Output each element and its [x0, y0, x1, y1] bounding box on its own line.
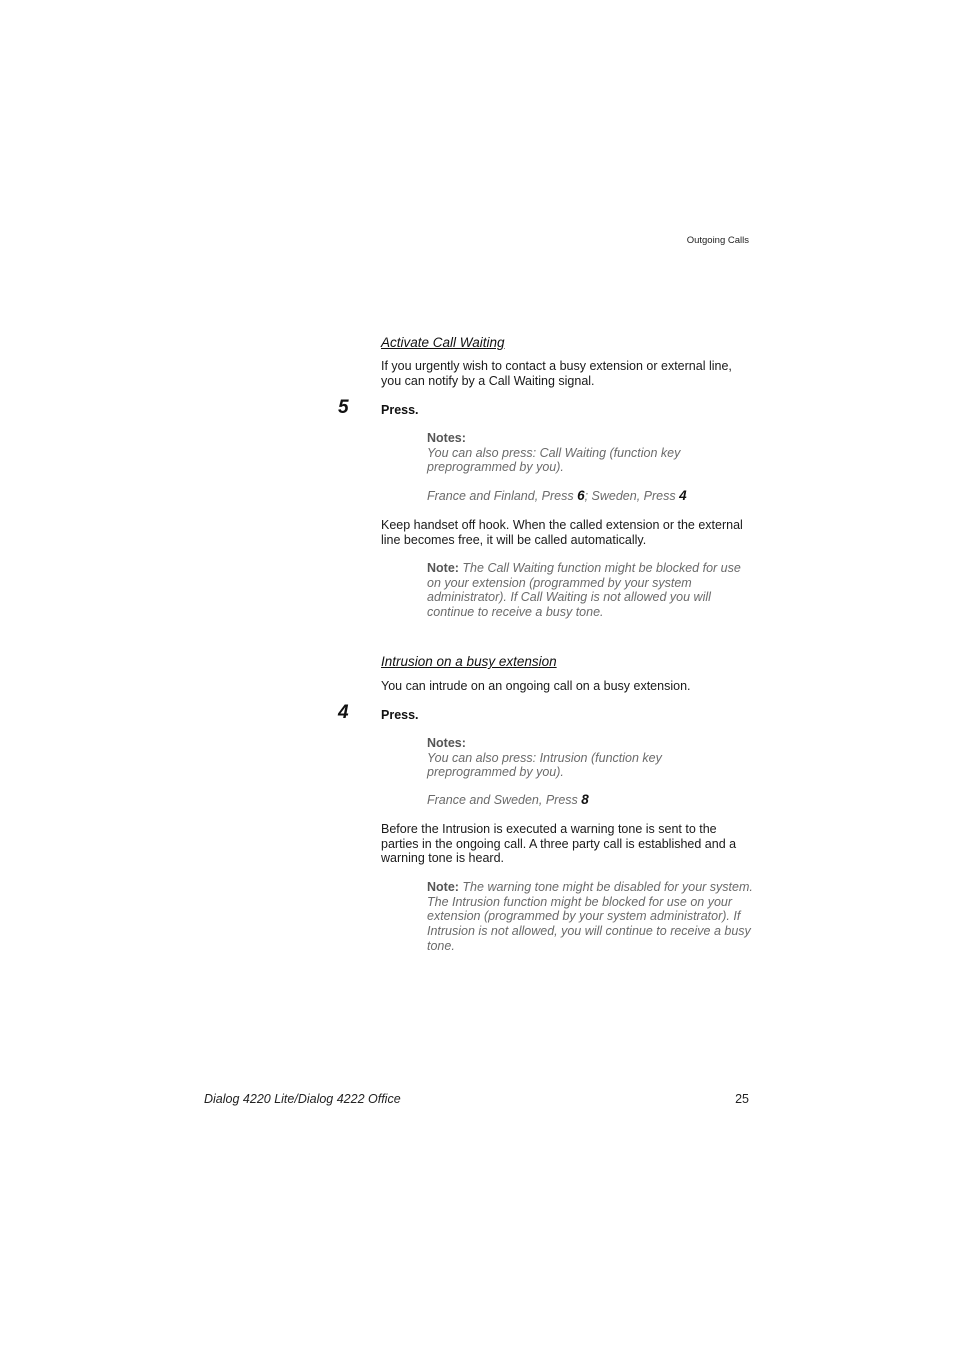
note-text: The warning tone might be disabled for your system. The Intrusion function might be blocked for use on your extension (programmed by your system administrator). If Intrusion is not allowed, you will continue to receive a busy tone.	[427, 880, 753, 953]
country-mid: ; Sweden, Press	[584, 489, 680, 503]
intrusion-intro: You can intrude on an ongoing call on a busy extension.	[381, 679, 691, 693]
page-number: 25	[735, 1092, 749, 1106]
key-digit: 6	[577, 488, 585, 503]
note-block	[427, 561, 753, 620]
key-digit: 4	[679, 488, 687, 503]
notes-label: Notes:	[427, 736, 466, 750]
note-block	[427, 880, 753, 954]
press-instruction: Press.	[381, 708, 419, 722]
call-waiting-after: Keep handset off hook. When the called extension or the external line becomes free, it will be called automatically.	[381, 518, 743, 547]
press-instruction: Press.	[381, 403, 419, 417]
notes-text: You can also press: Intrusion (function key preprogrammed by you).	[427, 750, 662, 780]
section-heading-intrusion: Intrusion on a busy extension	[381, 654, 557, 669]
country-prefix: France and Sweden, Press	[427, 793, 582, 807]
notes-block	[427, 431, 753, 475]
step-number-5: 5	[338, 397, 349, 418]
note-label: Note:	[427, 561, 459, 575]
notes-text: You can also press: Call Waiting (function key preprogrammed by you).	[427, 445, 681, 475]
step-number-4: 4	[338, 702, 349, 723]
section-heading-call-waiting: Activate Call Waiting	[381, 335, 505, 350]
footer-product: Dialog 4220 Lite/Dialog 4222 Office	[204, 1092, 401, 1106]
note-label: Note:	[427, 880, 459, 894]
intrusion-after: Before the Intrusion is executed a warning tone is sent to the parties in the ongoing call. A three party call is established and a warning tone is heard.	[381, 822, 737, 866]
notes-block	[427, 736, 753, 780]
key-digit: 8	[581, 792, 589, 807]
country-prefix: France and Finland, Press	[427, 489, 578, 503]
country-codes	[427, 489, 753, 504]
note-text: The Call Waiting function might be blocked for use on your extension (programmed by your system administrator). If Call Waiting is not allowed you will continue to receive a busy tone.	[427, 561, 741, 620]
call-waiting-intro: If you urgently wish to contact a busy extension or external line, you can notify by a Call Waiting signal.	[381, 359, 732, 388]
country-codes	[427, 793, 753, 808]
running-header: Outgoing Calls	[686, 235, 749, 246]
notes-label: Notes:	[427, 431, 466, 445]
